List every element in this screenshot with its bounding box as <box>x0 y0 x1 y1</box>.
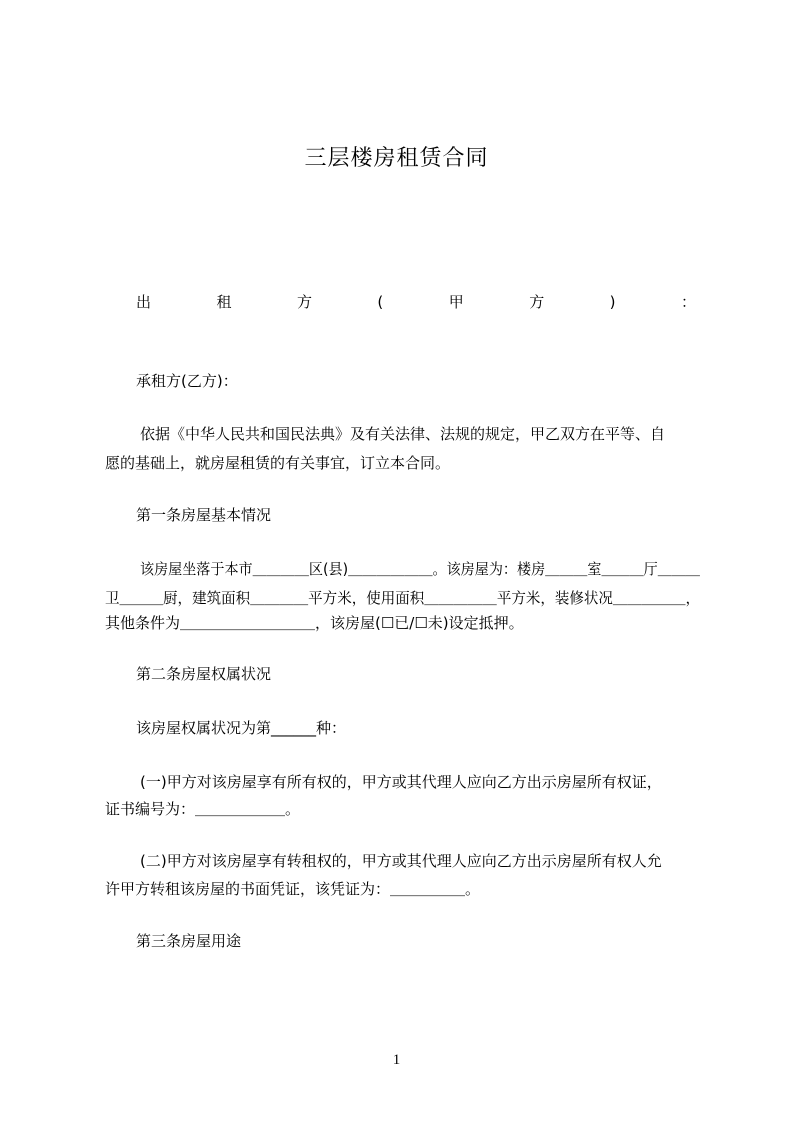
lessor-char: 出 <box>136 293 152 311</box>
lessor-char: ： <box>680 293 696 311</box>
lessor-char: 租 <box>216 293 232 311</box>
lessor-char: ( <box>377 293 384 311</box>
page-number: 1 <box>392 1052 401 1068</box>
lessor-char: 甲 <box>448 293 464 311</box>
article2-item2-line-2: 许甲方转租该房屋的书面凭证，该凭证为：＿＿＿＿＿。 <box>105 880 481 898</box>
article2-item1-line-1: (一)甲方对该房屋享有所有权的，甲方或其代理人应向乙方出示房屋所有权证， <box>140 773 662 791</box>
article2-heading: 第二条房屋权属状况 <box>136 665 272 683</box>
lessor-char: 方 <box>296 293 312 311</box>
article1-line-2: 卫＿＿＿厨，建筑面积＿＿＿＿平方米，使用面积＿＿＿＿＿平方米，装修状况＿＿＿＿＿， <box>105 589 700 607</box>
intro-line-2: 愿的基础上，就房屋租赁的有关事宜，订立本合同。 <box>105 454 451 472</box>
lessor-char: 方 <box>529 293 545 311</box>
article3-heading: 第三条房屋用途 <box>136 932 242 950</box>
lessor-line <box>136 286 696 318</box>
document-title: 三层楼房租赁合同 <box>304 146 489 171</box>
article2-line-1: 该房屋权属状况为第______种： <box>136 719 347 737</box>
lessor-char: ) <box>609 293 616 311</box>
article1-heading: 第一条房屋基本情况 <box>136 506 272 524</box>
intro-line-1: 依据《中华人民共和国民法典》及有关法律、法规的规定，甲乙双方在平等、自 <box>140 425 666 443</box>
article1-line-3: 其他条件为＿＿＿＿＿＿＿＿＿，该房屋(☐已/☐未)设定抵押。 <box>105 614 524 632</box>
article2-item2-line-1: (二)甲方对该房屋享有转租权的，甲方或其代理人应向乙方出示房屋所有权人允 <box>140 852 662 870</box>
article1-line-1: 该房屋坐落于本市＿＿＿＿区(县)＿＿＿＿＿＿。该房屋为：楼房＿＿＿室＿＿＿厅＿＿＿ <box>140 560 700 578</box>
lessee-line: 承租方(乙方)： <box>136 372 238 390</box>
article2-item1-line-2: 证书编号为：＿＿＿＿＿＿。 <box>105 800 301 818</box>
